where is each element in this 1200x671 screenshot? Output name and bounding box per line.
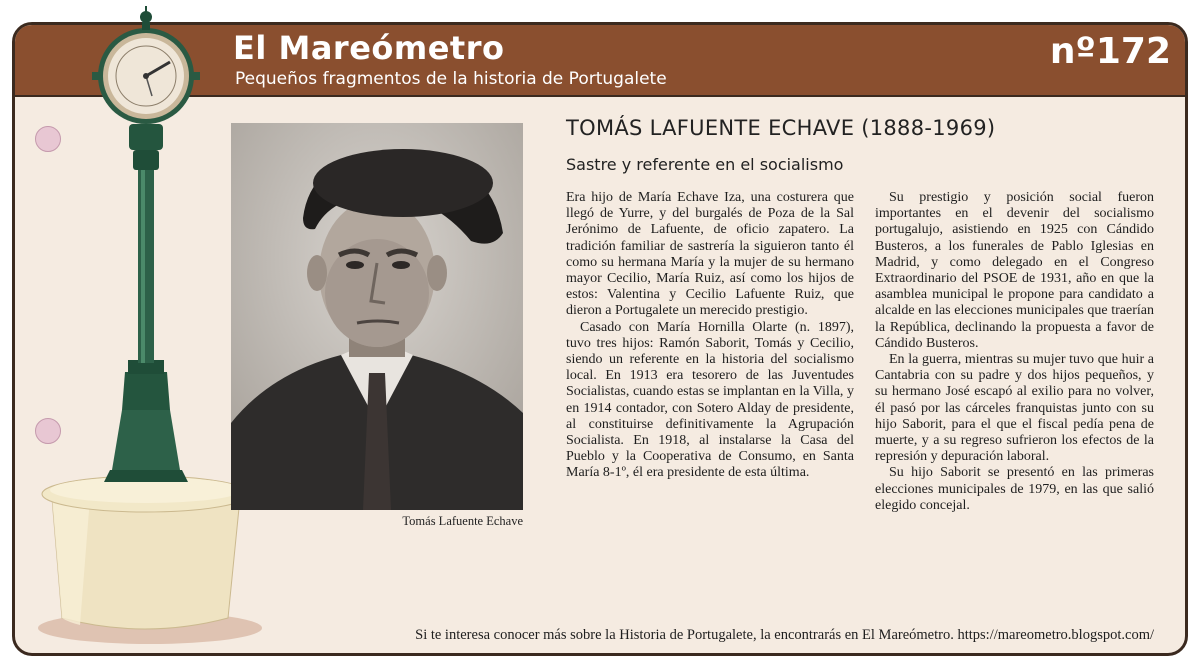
article-column-right [875,190,1154,514]
brand-title: El Mareómetro [233,29,505,67]
footer-note: Si te interesa conocer más sobre la Historia de Portugalete, la encontrarás en El Mareómetro. https://mareometro.blogspot.com/ [415,627,1154,643]
article-paragraph: Casado con María Hornilla Olarte (n. 1897), tuvo tres hijos: Ramón Saborit, Tomás y Cecilio, siendo un referente en la historia del socialismo local. En 1913 era tesorero de las Juventudes Socialistas, cuando estas se implantan en la Villa, y en 1914 contador, con Sotero Alday de presidente, al constituirse definitivamente la Agrupación Socialista. En 1918, al instalarse la Casa del Pueblo y la Cooperativa de Consumo, en Santa María 8-1º, él era presidente de esta última. [566,319,854,481]
issue-number: nº172 [1049,31,1171,72]
tide-gauge-monument-illustration [0,0,270,671]
article-column-left [566,190,854,482]
portrait-photo [231,123,523,510]
article-paragraph: En la guerra, mientras su mujer tuvo que huir a Cantabria con su padre y dos hijos pequeños, y su hermano José escapó al exilio para no volver, él pasó por las cárceles franquistas junto con su hijo Saborit, para el que el fiscal pedía pena de muerte, y a su regreso sufrieron los efectos de la represión y depuración laboral. [875,352,1154,465]
brand-subtitle: Pequeños fragmentos de la historia de Portugalete [235,69,667,89]
article-subtitle: Sastre y referente en el socialismo [566,155,844,174]
article-title: TOMÁS LAFUENTE ECHAVE (1888-1969) [566,116,996,140]
article-paragraph: Su hijo Saborit se presentó en las primeras elecciones municipales de 1979, en las que salió elegido concejal. [875,465,1154,513]
photo-caption: Tomás Lafuente Echave [402,514,523,528]
article-paragraph: Era hijo de María Echave Iza, una costurera que llegó de Yurre, y del burgalés de Poza de la Sal Jerónimo de Lafuente, de oficio zapatero. La tradición familiar de sastrería la siguieron tanto él como su hermana María y la mujer de su hermano mayor Cecilio, María Ruiz, así como los hijos de estos: Valentina y Cecilio Lafuente Ruiz, que dieron a Portugalete un merecido prestigio. [566,190,854,319]
article-paragraph: Su prestigio y posición social fueron importantes en el devenir del socialismo portugalujo, asistiendo en 1925 con Cándido Busteros, a los funerales de Pablo Iglesias en Madrid, y como delegado en el Congreso Extraordinario del PSOE de 1931, año en que la asamblea municipal le propone para candidato a alcalde en las elecciones municipales que traerían la República, declinando la propuesta a favor de Cándido Busteros. [875,190,1154,351]
